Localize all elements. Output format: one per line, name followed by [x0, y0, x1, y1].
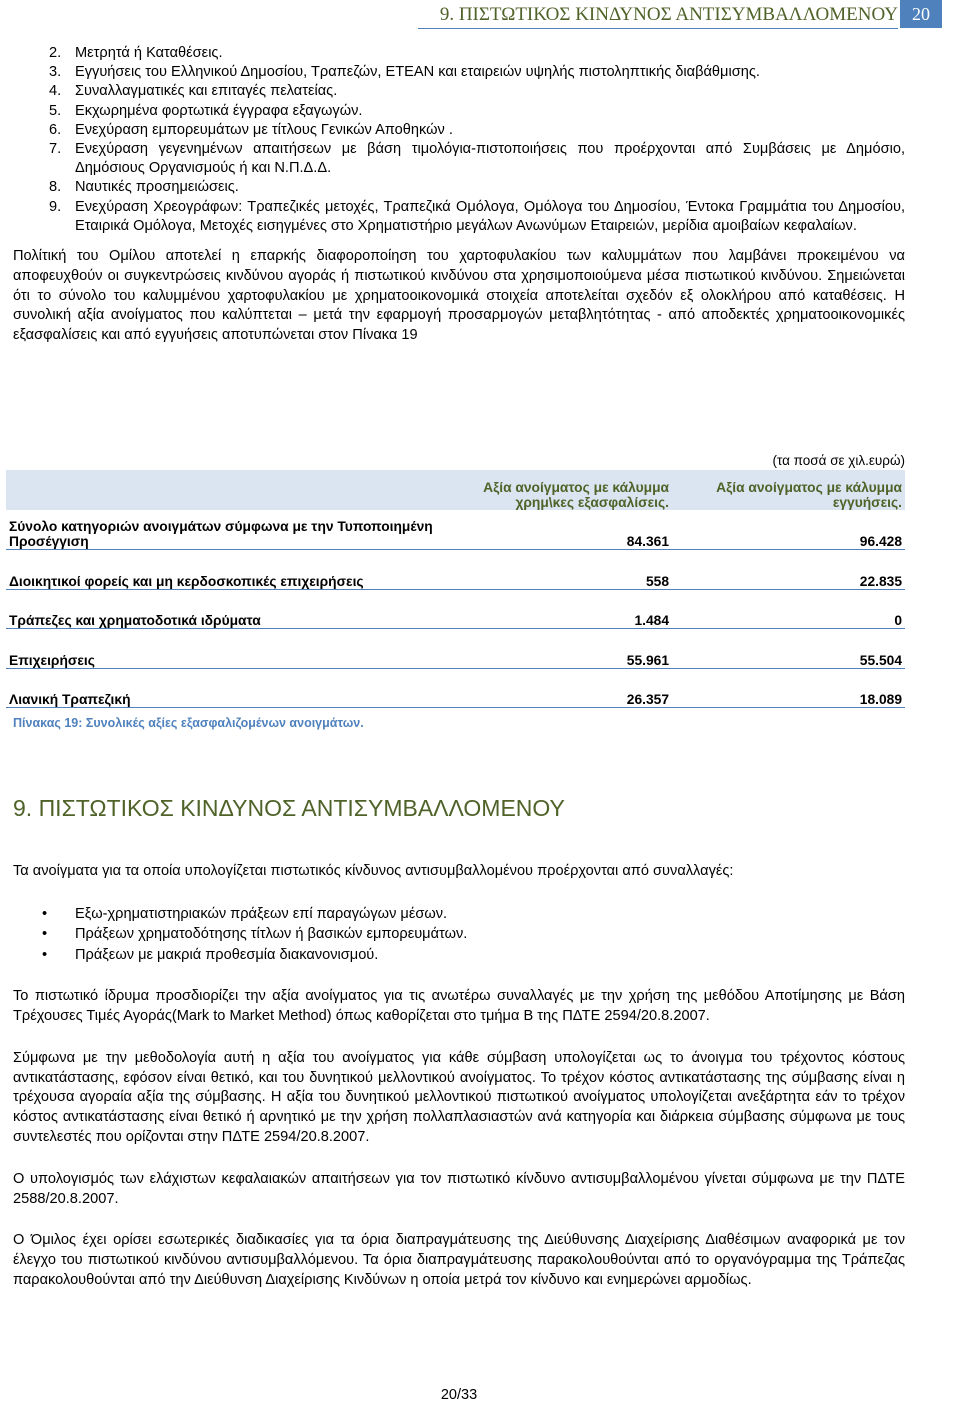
row-value-financial: 1.484: [446, 589, 672, 629]
row-label: Σύνολο κατηγοριών ανοιγμάτων σύμφωνα με την Τυποποιημένη Προσέγγιση: [6, 510, 446, 550]
list-item: 8. Ναυτικές προσημειώσεις.: [49, 179, 239, 196]
col-header-financial-collateral: Αξία ανοίγματος με κάλυμμα χρημ\κες εξασφαλίσεις.: [446, 470, 672, 510]
list-item: • Εξω-χρηματιστηριακών πράξεων επί παραγώγων μέσων.: [75, 904, 905, 925]
policy-paragraph: Πολίτική του Ομίλου αποτελεί η επαρκής διαφοροποίηση του χαρτοφυλακίου των καλυμμάτων που λαμβάνει προκειμένου να αποφευχθούν οι συγκεντρώσεις κινδύνου αγοράς ή πιστωτικού κινδύνου στα χρησιμοποιούμενα μέσα πιστωτικού κινδύνου. Σημειώνεται ότι το σύνολο του καλυμμένου χαρτοφυλακίου με χρηματοοικονομικά στοιχεία αποτελείται σχεδόν εξ ολοκλήρου από καταθέσεις. Η συνολική αξία ανοίγματος που καλύπτεται – μετά την εφαρμογή προσαρμογών μεταβλητότητας - από αποδεκτές χρηματοοικονομικές εξασφαλίσεις και από εγγυήσεις αποτυπώνεται στον Πίνακα 19: [13, 248, 905, 344]
section-heading: 9. ΠΙΣΤΩΤΙΚΟΣ ΚΙΝΔΥΝΟΣ ΑΝΤΙΣΥΜΒΑΛΛΟΜΕΝΟΥ: [13, 795, 565, 821]
bullet-icon: •: [42, 946, 48, 963]
list-item: • Πράξεων χρηματοδότησης τίτλων ή βασικών εμπορευμάτων.: [75, 924, 905, 945]
collateral-list: [13, 44, 905, 236]
table-caption: Πίνακας 19: Συνολικές αξίες εξασφαλιζομένων ανοιγμάτων.: [13, 716, 364, 730]
intro-paragraph: Τα ανοίγματα για τα οποία υπολογίζεται πιστωτικός κίνδυνος αντισυμβαλλομένου προέρχονται από συναλλαγές:: [13, 863, 734, 879]
list-item: 2. Μετρητά ή Καταθέσεις.: [49, 45, 223, 61]
capital-requirements-paragraph: Ο υπολογισμός των ελάχιστων κεφαλαιακών απαιτήσεων για τον πιστωτικό κίνδυνο αντισυμβαλλομένου γίνεται σύμφωνα με την ΠΔΤΕ 2588/20.8.2007.: [13, 1170, 905, 1207]
page-footer-number: 20/33: [440, 1387, 478, 1403]
row-label: Διοικητικοί φορείς και μη κερδοσκοπικές επιχειρήσεις: [6, 550, 446, 590]
header-page-number: 20: [900, 0, 942, 28]
header-divider: [418, 28, 898, 29]
bullet-icon: •: [42, 926, 48, 943]
method-paragraph: Το πιστωτικό ίδρυμα προσδιορίζει την αξία ανοίγματος για τις ανωτέρω συναλλαγές με την χρήση της μεθόδου Αποτίμησης με Βάση Τρέχουσες Τιμές Αγοράς(Mark to Market Method) όπως καθορίζεται στο τμήμα Β της ΠΔΤΕ 2594/20.8.2007.: [13, 988, 905, 1025]
table-row: [6, 550, 905, 590]
list-item: 3. Εγγυήσεις του Ελληνικού Δημοσίου, Τραπεζών, ΕΤΕΑΝ και εταιρειών υψηλής πιστοληπτικής διαβάθμισης.: [49, 64, 760, 81]
row-label: Λιανική Τραπεζική: [6, 668, 446, 708]
row-label: Επιχειρήσεις: [6, 629, 446, 669]
table-row: [6, 629, 905, 669]
header-title: 9. ΠΙΣΤΩΤΙΚΟΣ ΚΙΝΔΥΝΟΣ ΑΝΤΙΣΥΜΒΑΛΛΟΜΕΝΟΥ: [439, 4, 898, 25]
list-item: 7. Ενεχύραση γεγενημένων απαιτήσεων με βάση τιμολόγια-πιστοποιήσεις που προέρχονται από Συμβάσεις με Δημόσιο, Δημόσιους Οργανισμούς ή και Ν.Π.Δ.Δ.: [49, 141, 905, 177]
table-row: [6, 668, 905, 708]
row-value-guarantees: 0: [672, 589, 905, 629]
row-value-financial: 558: [446, 550, 672, 590]
col-header-guarantees: Αξία ανοίγματος με κάλυμμα εγγυήσεις.: [672, 470, 905, 510]
page-header: [0, 0, 960, 30]
row-value-guarantees: 22.835: [672, 550, 905, 590]
table-row: [6, 510, 905, 550]
list-item: 5. Εκχωρημένα φορτωτικά έγγραφα εξαγωγών.: [49, 102, 363, 119]
row-value-financial: 55.961: [446, 629, 672, 669]
table-units-note: (τα ποσά σε χιλ.ευρώ): [772, 453, 905, 468]
row-value-guarantees: 96.428: [672, 510, 905, 550]
row-label: Τράπεζες και χρηματοδοτικά ιδρύματα: [6, 589, 446, 629]
transaction-list: [13, 904, 905, 966]
table-row: [6, 589, 905, 629]
row-value-financial: 84.361: [446, 510, 672, 550]
list-item: 6. Ενεχύραση εμπορευμάτων με τίτλους Γενικών Αποθηκών .: [49, 121, 453, 138]
row-value-financial: 26.357: [446, 668, 672, 708]
bullet-icon: •: [42, 905, 48, 922]
methodology-paragraph: Σύμφωνα με την μεθοδολογία αυτή η αξία του ανοίγματος για κάθε σύμβαση υπολογίζεται ως το άνοιγμα του τρέχοντος κόστους αντικατάστασης, εφόσον είναι θετικό, και του δυνητικού μελλοντικού ανοίγματος. Το τρέχον κόστος αντικατάστασης της σύμβασης είναι η τρέχουσα αγοραία αξία της σύμβασης. Η αξία του δυνητικού μελλοντικού πιστωτικού ανοίγματος υπολογίζεται ανεξάρτητα εάν το τρέχον κόστος αντικατάστασης είναι θετικό ή αρνητικό με την χρήση πολλαπλασιαστών ανά κατηγορία και διάρκεια σύμβασης σύμφωνα με τους συντελεστές που ορίζονται στην ΠΔΤΕ 2594/20.8.2007.: [13, 1049, 905, 1146]
collateral-content: [13, 44, 905, 346]
list-item: • Πράξεων με μακριά προθεσμία διακανονισμού.: [75, 945, 905, 966]
limits-paragraph: Ο Όμιλος έχει ορίσει εσωτερικές διαδικασίες για τα όρια διαπραγμάτευσης της Διεύθυνσης Διαχείρισης Διαθέσιμων αναφορικά με τον έλεγχο του πιστωτικού κινδύνου αντισυμβαλλόμενου. Τα όρια διαπραγμάτευσης παρακολουθούνται από το οργανόγραμμα της Τράπεζας παρακολουθούνται από την Διεύθυνση Διαχείρισης Κινδύνων η οποία μετρά τον κίνδυνο και ενημερώνει αρμοδίως.: [13, 1232, 905, 1289]
table-header-row: [6, 470, 905, 510]
list-item: 4. Συναλλαγματικές και επιταγές πελατείας.: [49, 83, 338, 100]
list-item: 9. Ενεχύραση Χρεογράφων: Τραπεζικές μετοχές, Τραπεζικά Ομόλογα, Ομόλογα του Δημοσίου, Έντοκα Γραμμάτια του Δημοσίου, Εταιρικά Ομόλογα, Μετοχές εισηγμένες στο Χρηματιστήριο μεγάλων Ανωνύμων Εταιρειών, μερίδια αμοιβαίων κεφαλαίων.: [49, 198, 905, 234]
row-value-guarantees: 55.504: [672, 629, 905, 669]
counterparty-section: [13, 862, 905, 1291]
exposure-table: [6, 470, 905, 708]
row-value-guarantees: 18.089: [672, 668, 905, 708]
